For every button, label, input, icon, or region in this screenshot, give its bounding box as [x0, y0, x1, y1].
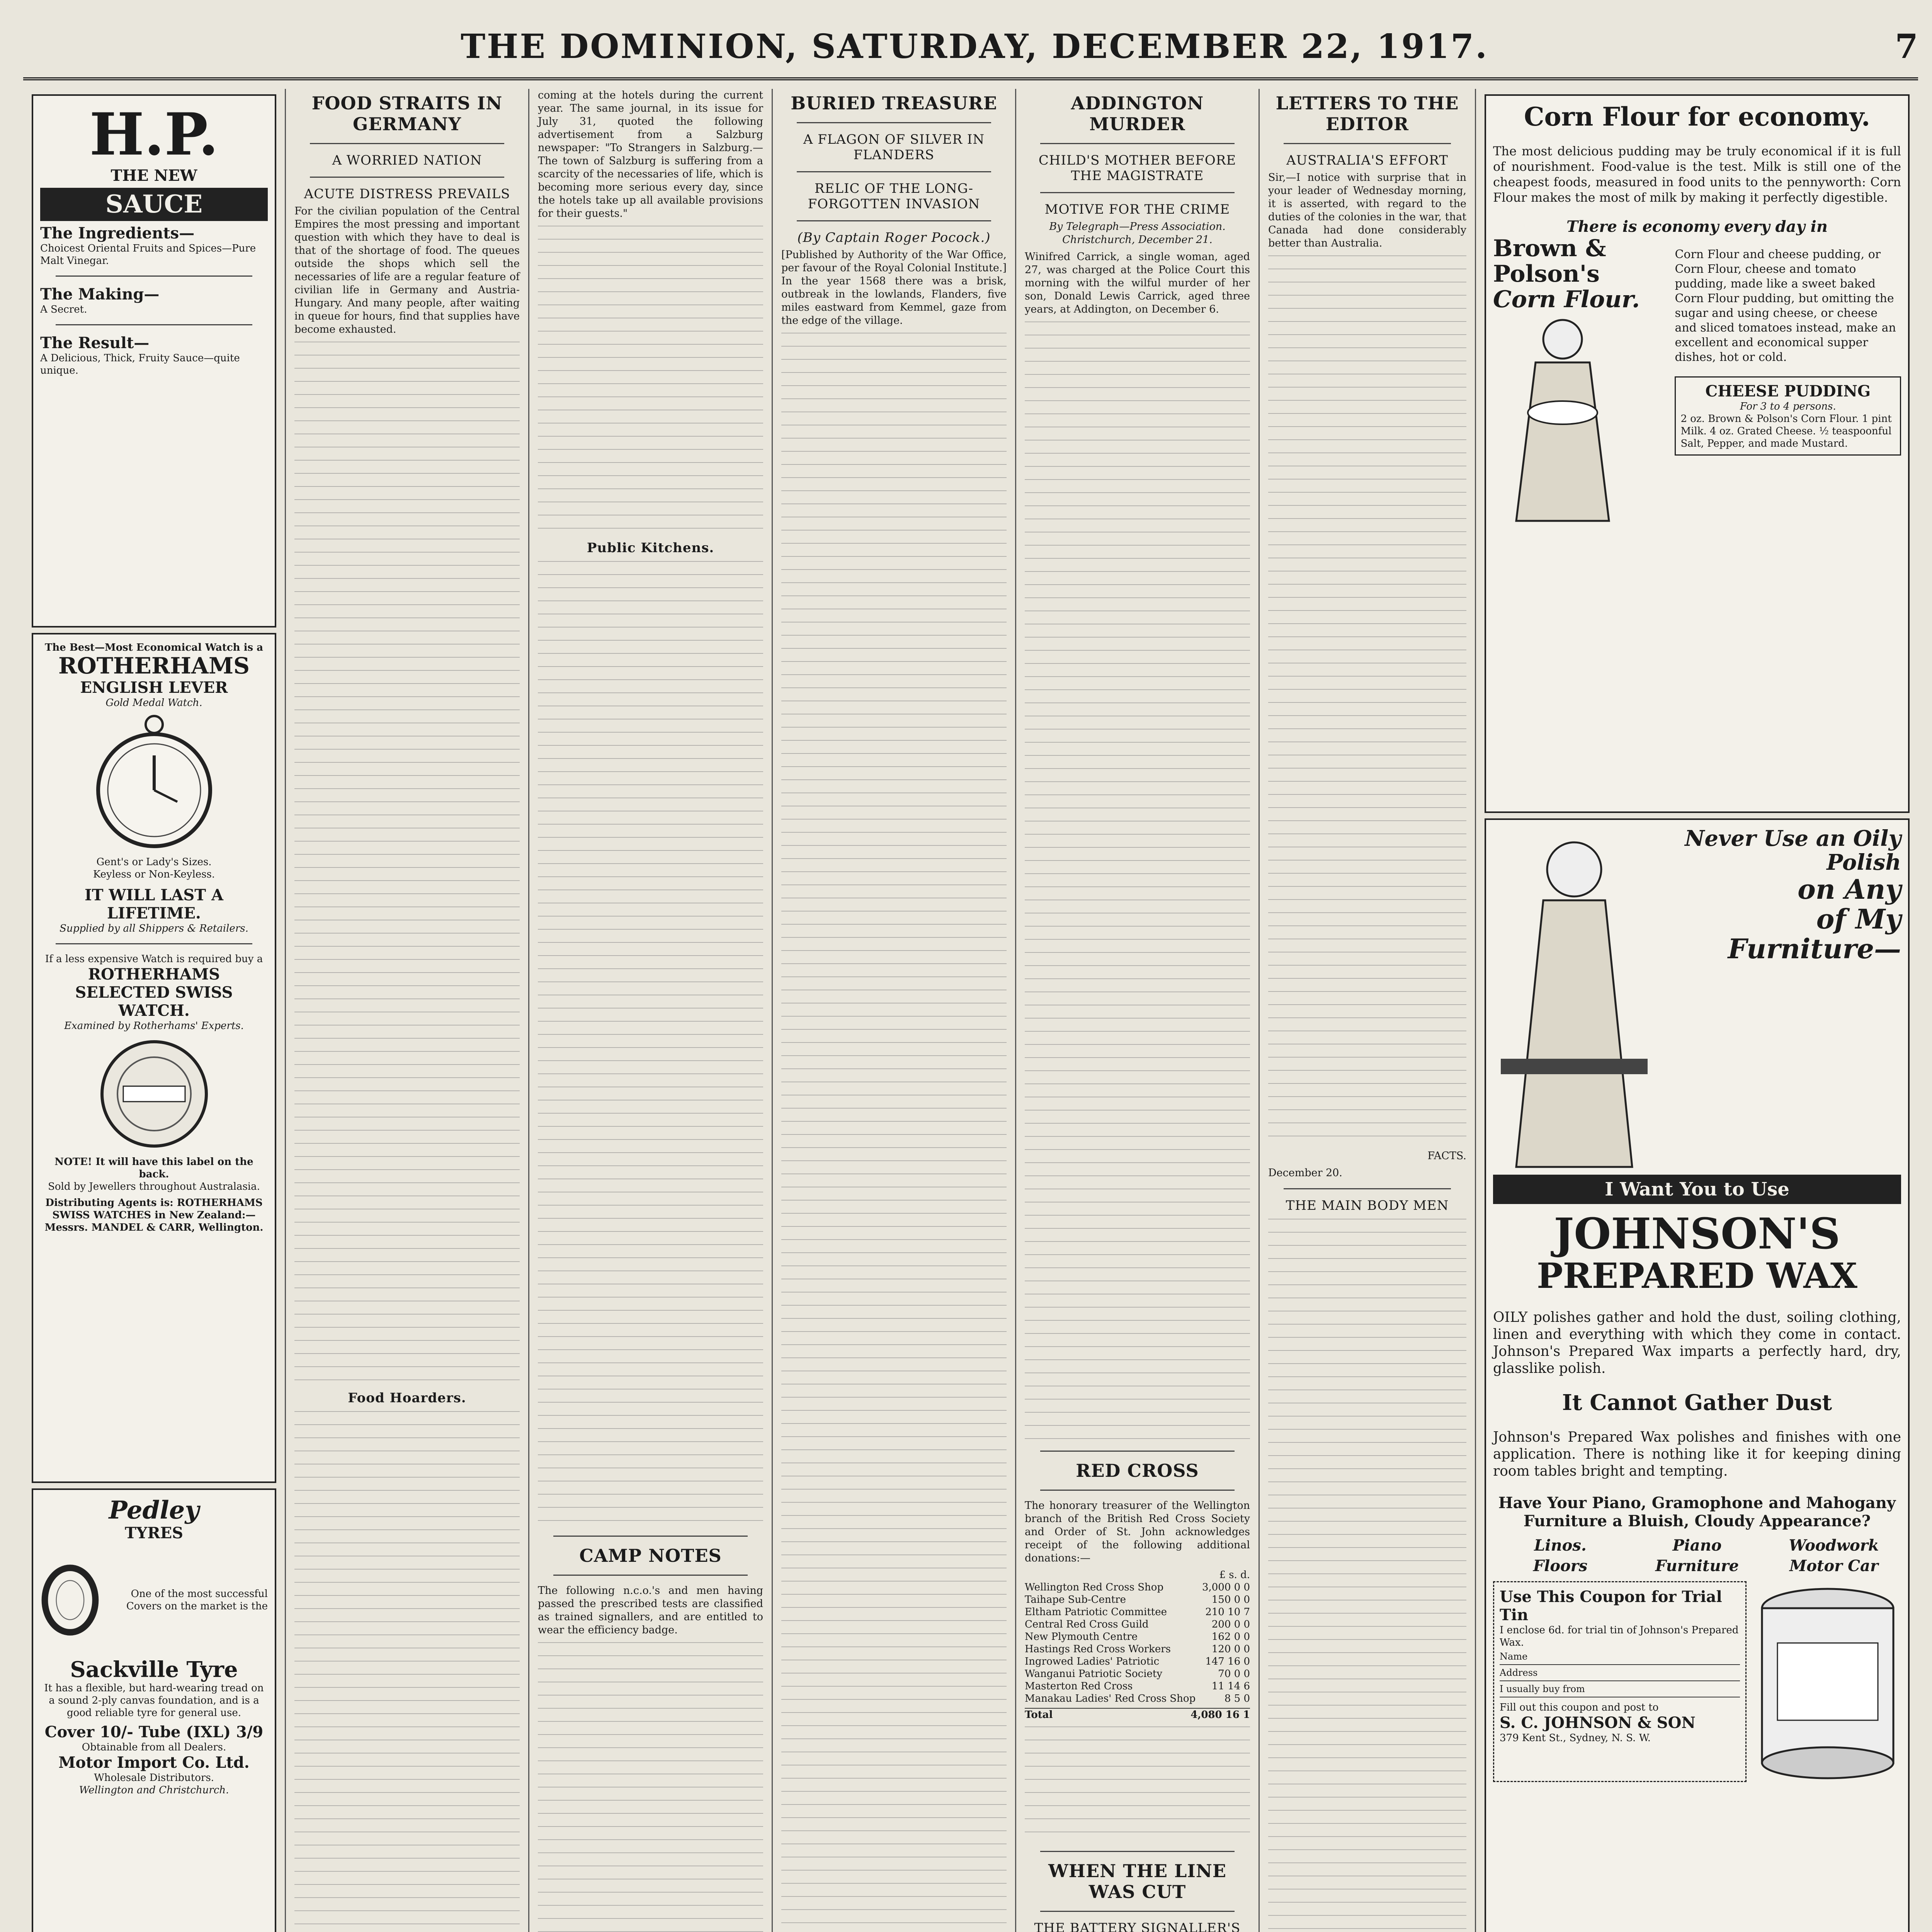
column-letters [1260, 89, 1476, 1932]
tyre-icon [40, 1542, 100, 1658]
hp-ingredients-text: Choicest Oriental Fruits and Spices—Pure Malt Vinegar. [40, 243, 256, 267]
coupon-text: I enclose 6d. for trial tin of Johnson's Prepared Wax. [1500, 1624, 1739, 1648]
recipe-for: For 3 to 4 persons. [1740, 400, 1836, 412]
rotherhams-model: ENGLISH LEVER [80, 678, 228, 697]
food-straits-rule-1 [310, 143, 504, 144]
coupon-buy-field[interactable]: I usually buy from [1500, 1684, 1740, 1697]
rotherhams-need: If a less expensive Watch is required buy a [45, 953, 263, 965]
letters-para1 [1268, 171, 1466, 250]
line-cut-headline: WHEN THE LINE WAS CUT [1048, 1861, 1226, 1902]
red-cross-item [1025, 1655, 1250, 1668]
johnson-para1: OILY polishes gather and hold the dust, soiling clothing, linen and everything with which they come in contact. Johnson's Prepared Wax imparts a perfectly hard, dry, glasslike polish. [1493, 1310, 1901, 1376]
brown-polson-tag: There is economy every day in [1566, 217, 1828, 236]
coupon-name-field[interactable]: Name [1500, 1651, 1740, 1665]
column-text-block [1025, 1726, 1250, 1842]
recipe-title: CHEESE PUDDING [1705, 382, 1871, 400]
pedley-whole: Wholesale Distributors. [94, 1772, 214, 1784]
johnson-brand: JOHNSON'S [1554, 1209, 1840, 1259]
red-cross-total: 4,080 16 1 [1190, 1709, 1250, 1721]
column-ads-left [23, 89, 286, 1932]
red-cross-item-amount: 147 16 0 [1205, 1656, 1250, 1667]
rotherhams-ad [32, 633, 276, 1483]
johnson-label-grid [1493, 1536, 1901, 1575]
column-food-straits [286, 89, 529, 1932]
redcross-rule [1040, 1451, 1235, 1452]
rotherhams-line1: Gent's or Lady's Sizes. [96, 856, 212, 868]
rotherhams-selected: ROTHERHAMS SELECTED SWISS WATCH. [75, 965, 233, 1020]
johnson-use-label: Woodwork [1789, 1536, 1879, 1554]
red-cross-item-name: Wellington Red Cross Shop [1025, 1582, 1164, 1593]
letters-headline: LETTERS TO THE EDITOR [1276, 93, 1459, 134]
linecut-rule-2 [1040, 1911, 1235, 1912]
buried-treasure-byline: (By Captain Roger Pocock.) [797, 230, 991, 245]
hp-result-text: A Delicious, Thick, Fruity Sauce—quite unique. [40, 352, 240, 377]
red-cross-item-amount: 3,000 0 0 [1202, 1582, 1250, 1593]
johnson-use-label: Furniture [1655, 1556, 1739, 1575]
addington-rule-2 [1040, 192, 1235, 193]
rotherhams-sub: Gold Medal Watch. [105, 697, 202, 709]
brown-polson-ad [1485, 94, 1910, 813]
johnson-use-label: Motor Car [1789, 1556, 1878, 1575]
column-text-block [1025, 321, 1250, 1442]
brown-polson-right [1675, 236, 1901, 456]
letters-para1-text: I notice with surprise that in your leader of Wednesday morning, it is asserted, with regard to the duties of the colonies in the war, that Canada had done considerably better than Australia. [1268, 172, 1466, 249]
hp-sauce-ad [32, 94, 276, 628]
red-cross-headline: RED CROSS [1076, 1460, 1199, 1481]
letters-rule [1284, 143, 1451, 144]
coupon-company: S. C. JOHNSON & SON [1500, 1713, 1696, 1732]
column-text-block [294, 1411, 520, 1932]
red-cross-item-amount: 210 10 7 [1205, 1606, 1250, 1618]
johnson-heading-block [1655, 827, 1901, 1175]
serving-woman-icon [1493, 312, 1632, 529]
johnson-head2: on Any [1798, 873, 1901, 906]
johnson-head3: of My [1816, 903, 1901, 935]
hp-result-title: The Result— [40, 334, 150, 352]
cheese-pudding-recipe [1675, 376, 1901, 456]
treasure-rule-2 [797, 171, 991, 172]
red-cross-total-label: Total [1025, 1709, 1053, 1721]
johnson-use-label: Linos. [1534, 1536, 1587, 1554]
brown-polson-headline: Corn Flour for economy. [1524, 102, 1870, 132]
letters-salutation: Sir,— [1268, 172, 1296, 184]
red-cross-item [1025, 1581, 1250, 1594]
coupon-fill: Fill out this coupon and post to [1500, 1701, 1659, 1713]
johnson-head4: Furniture— [1728, 933, 1901, 965]
red-cross-item [1025, 1618, 1250, 1631]
hp-rule-1 [56, 276, 252, 277]
buried-treasure-sub1: A FLAGON OF SILVER IN FLANDERS [803, 132, 985, 163]
red-cross-item [1025, 1668, 1250, 1680]
camp-notes-headline: CAMP NOTES [579, 1545, 722, 1566]
red-cross-item-amount: 120 0 0 [1211, 1643, 1250, 1655]
johnson-product: PREPARED WAX [1537, 1255, 1857, 1296]
hp-ingredients-title: The Ingredients— [40, 224, 195, 243]
rotherhams-line2: Keyless or Non-Keyless. [93, 868, 215, 880]
letters-sub1: AUSTRALIA'S EFFORT [1286, 153, 1448, 168]
red-cross-item-name: Ingrowed Ladies' Patriotic [1025, 1656, 1160, 1667]
red-cross-item-name: New Plymouth Centre [1025, 1631, 1138, 1643]
pedley-importer: Motor Import Co. Ltd. [58, 1753, 250, 1772]
red-cross-item-amount: 8 5 0 [1224, 1693, 1250, 1704]
pedley-tyres-ad [32, 1488, 276, 1932]
food-straits-rule-2 [310, 177, 504, 178]
pedley-obtain: Obtainable from all Dealers. [82, 1741, 226, 1753]
pedley-claim: One of the most successful Covers on the market is the [126, 1588, 268, 1612]
pedley-places: Wellington and Christchurch. [79, 1784, 229, 1796]
red-cross-item-amount: 11 14 6 [1211, 1680, 1250, 1692]
buried-treasure-headline: BURIED TREASURE [791, 93, 997, 114]
column-text-block [538, 561, 763, 1527]
johnson-headline2: It Cannot Gather Dust [1562, 1390, 1832, 1415]
food-straits-sub3: Food Hoarders. [348, 1390, 466, 1406]
rotherhams-examined: Examined by Rotherhams' Experts. [64, 1020, 244, 1032]
red-cross-item-name: Wanganui Patriotic Society [1025, 1668, 1163, 1680]
rotherhams-note: NOTE! It will have this label on the back. [54, 1156, 253, 1180]
johnson-coupon-row [1493, 1581, 1901, 1782]
column-ads-right [1476, 89, 1918, 1932]
column-camp-hospitals [529, 89, 773, 1932]
addington-sub1: CHILD'S MOTHER BEFORE THE MAGISTRATE [1038, 153, 1236, 184]
johnson-banner: I Want You to Use [1493, 1175, 1901, 1204]
coupon-title: Use This Coupon for Trial Tin [1500, 1587, 1722, 1624]
wax-tin-icon [1754, 1581, 1901, 1782]
addington-rule-1 [1040, 143, 1235, 144]
pedley-price: Cover 10/- Tube (IXL) 3/9 [44, 1723, 264, 1741]
pocket-watch-icon [92, 713, 216, 852]
column-text-block [1268, 255, 1466, 1144]
masthead [23, 15, 1918, 80]
addington-sub2: MOTIVE FOR THE CRIME [1044, 202, 1230, 217]
rotherhams-tagline: IT WILL LAST A LIFETIME. [85, 886, 223, 922]
rotherhams-supply: Supplied by all Shippers & Retailers. [60, 922, 248, 934]
food-straits-headline: FOOD STRAITS IN GERMANY [311, 93, 503, 134]
red-cross-item [1025, 1594, 1250, 1606]
pedley-product: Sackville Tyre [70, 1657, 238, 1683]
redcross-rule-2 [1040, 1490, 1235, 1491]
column-text-block [538, 226, 763, 535]
line-cut-sub1: THE BATTERY SIGNALLER'S [1034, 1920, 1241, 1932]
treasure-rule-1 [797, 122, 991, 123]
red-cross-item-amount: 200 0 0 [1211, 1619, 1250, 1630]
rotherhams-agents: Distributing Agents is: ROTHERHAMS SWISS WATCHES in New Zealand:— Messrs. MANDEL & CARR, Wellington. [44, 1197, 264, 1233]
letters-sub2: THE MAIN BODY MEN [1286, 1198, 1449, 1213]
red-cross-item-name: Manakau Ladies' Red Cross Shop [1025, 1693, 1196, 1704]
red-cross-item-amount: 70 0 0 [1218, 1668, 1250, 1680]
food-straits-sub2: ACUTE DISTRESS PREVAILS [304, 186, 510, 202]
camp-notes-rule-2 [553, 1575, 748, 1576]
red-cross-item [1025, 1643, 1250, 1655]
letters-date1: December 20. [1268, 1167, 1343, 1179]
pedley-sub: TYRES [125, 1524, 183, 1543]
camp-notes-para1: The following n.c.o.'s and men having passed the prescribed tests are classified as trained signallers, and are entitled to wear the efficiency badge. [538, 1585, 763, 1636]
red-cross-item-name: Eltham Patriotic Committee [1025, 1606, 1167, 1618]
hp-making-title: The Making— [40, 285, 160, 304]
column-text-block [1268, 1219, 1466, 1932]
red-cross-intro: The honorary treasurer of the Wellington branch of the British Red Cross Society and Order of St. John acknowledges receipt of the following additional donations:— [1025, 1500, 1250, 1564]
hp-tag: THE NEW [111, 167, 197, 185]
johnson-top [1493, 827, 1901, 1175]
column-text-block [781, 333, 1007, 1932]
coupon-company-addr: 379 Kent St., Sydney, N. S. W. [1500, 1732, 1651, 1744]
johnson-para2: Johnson's Prepared Wax polishes and finishes with one application. There is nothing like it for keeping dining room tables bright and tempting. [1493, 1429, 1901, 1479]
page-number: 7 [1895, 27, 1918, 66]
addington-para1: Winifred Carrick, a single woman, aged 27, was charged at the Police Court this morning with the wilful murder of her son, Donald Lewis Carrick, aged three years, at Addington, on December 6. [1025, 251, 1250, 315]
johnson-use-label: Piano [1672, 1536, 1722, 1554]
letters-rule-2 [1284, 1188, 1451, 1189]
letters-sign1: FACTS. [1427, 1150, 1466, 1162]
food-straits-para1: For the civilian population of the Central Empires the most pressing and important question with which they have to deal is that of the shortage of food. The queues outside the shops which sell the necessaries of life are a regular feature of civilian life in Germany and Austria-Hungary. And many people, after waiting in queue for hours, find that supplies have become exhausted. [294, 205, 520, 335]
column-addington-redcross [1016, 89, 1260, 1932]
red-cross-item-name: Taihape Sub-Centre [1025, 1594, 1126, 1605]
recipe-items: 2 oz. Brown & Polson's Corn Flour. 1 pint Milk. 4 oz. Grated Cheese. ½ teaspoonful Salt, Pepper, and made Mustard. [1680, 413, 1892, 449]
hp-making-text: A Secret. [40, 304, 87, 316]
newspaper-title: THE DOMINION, SATURDAY, DECEMBER 22, 1917. [461, 27, 1489, 66]
brown-polson-body [1493, 236, 1901, 530]
red-cross-currency: £ s. d. [1219, 1569, 1250, 1581]
linecut-rule [1040, 1851, 1235, 1852]
red-cross-item-name: Hastings Red Cross Workers [1025, 1643, 1171, 1655]
red-cross-total-row [1025, 1708, 1250, 1721]
coupon-address-field[interactable]: Address [1500, 1667, 1740, 1681]
red-cross-list [1025, 1581, 1250, 1705]
watch-back-label-icon [96, 1036, 212, 1152]
johnson-question: Have Your Piano, Gramophone and Mahogany Furniture a Bluish, Cloudy Appearance? [1498, 1493, 1896, 1530]
rotherhams-brand: ROTHERHAMS [58, 653, 250, 679]
food-straits-continued: coming at the hotels during the current year. The same journal, in its issue for July 31, quoted the following advertisement from a Salzburg newspaper: "To Strangers in Salzburg.—The town of Salzburg is suffering from a scarcity of the necessaries of life, which is becoming more serious every day, since the hotels take up all available provisions for their guests." [538, 89, 763, 219]
pedley-body [40, 1542, 268, 1658]
buried-treasure-para1: [Published by Authority of the War Office, per favour of the Royal Colonial Institute.] In the year 1568 there was a brisk, outbreak in the lowlands, Flanders, five miles eastward from Kemmel, gaze from the edge of the village. [781, 249, 1007, 327]
red-cross-item-amount: 162 0 0 [1211, 1631, 1250, 1643]
brown-polson-left [1493, 236, 1667, 530]
woman-polishing-icon [1493, 827, 1655, 1175]
johnson-wax-ad [1485, 818, 1910, 1932]
brown-polson-text: The most delicious pudding may be truly economical if it is full of nourishment. Food-value is the test. Milk is still one of the cheapest foods, measured in food units to the pennyworth: Corn Flour makes the most of milk by making it perfectly digestible. [1493, 143, 1901, 205]
pedley-brand: Pedley [109, 1496, 199, 1525]
brown-polson-body-text: Corn Flour and cheese pudding, or Corn Flour, cheese and tomato pudding, made like a sweet baked Corn Flour pudding, but omitting the sugar and using cheese, or cheese and sliced tomatoes instead, make an excellent and economical supper dishes, hot or cold. [1675, 247, 1896, 364]
johnson-head1: Never Use an Oily Polish [1685, 826, 1901, 875]
treasure-rule-3 [797, 220, 991, 221]
column-buried-treasure [773, 89, 1016, 1932]
rotherhams-sold: Sold by Jewellers throughout Australasia. [48, 1180, 260, 1192]
column-text-block [538, 1642, 763, 1932]
red-cross-item-name: Masterton Red Cross [1025, 1680, 1133, 1692]
column-text-block [294, 342, 520, 1385]
red-cross-item [1025, 1680, 1250, 1692]
food-straits-sub1: A WORRIED NATION [332, 153, 482, 168]
red-cross-currency-row [1025, 1569, 1250, 1581]
buried-treasure-sub2: RELIC OF THE LONG-FORGOTTEN INVASION [808, 181, 980, 212]
public-kitchens-subhead: Public Kitchens. [587, 540, 714, 556]
brown-polson-product: Corn Flour. [1493, 286, 1640, 313]
hp-rule-2 [56, 324, 252, 325]
rotherhams-head: The Best—Most Economical Watch is a [44, 642, 264, 653]
johnson-use-label: Floors [1533, 1556, 1588, 1575]
red-cross-item-name: Central Red Cross Guild [1025, 1619, 1149, 1630]
hp-letters: H.P. [89, 100, 219, 168]
johnson-coupon[interactable] [1493, 1581, 1747, 1782]
pedley-desc: It has a flexible, but hard-wearing tread on a sound 2-ply canvas foundation, and is a good reliable tyre for general use. [44, 1682, 264, 1719]
red-cross-item [1025, 1631, 1250, 1643]
rotherhams-rule [56, 943, 252, 944]
brown-polson-brand: Brown & Polson's [1493, 235, 1606, 287]
hp-name: SAUCE [40, 188, 268, 221]
addington-dateline: By Telegraph—Press Association. Christchurch, December 21. [1049, 221, 1226, 246]
red-cross-item-amount: 150 0 0 [1211, 1594, 1250, 1605]
red-cross-item [1025, 1692, 1250, 1705]
camp-notes-rule [553, 1536, 748, 1537]
red-cross-item [1025, 1606, 1250, 1618]
addington-headline: ADDINGTON MURDER [1071, 93, 1204, 134]
